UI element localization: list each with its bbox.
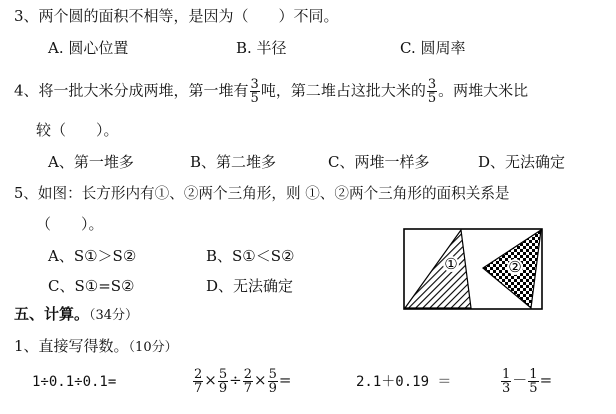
e4-frac-b-num: 1 — [529, 366, 538, 382]
section-5-title: 五、计算。 — [14, 305, 90, 323]
e2-frac-b-num: 5 — [218, 366, 228, 382]
q4-option-a: A、第一堆多 — [48, 153, 134, 171]
e4-equals: = — [539, 371, 553, 389]
e4-frac-a-num: 1 — [502, 366, 511, 382]
q3-option-b: B. 半径 — [236, 39, 287, 57]
q4-fraction-2 — [427, 78, 437, 105]
e4-frac-a-den: 3 — [502, 380, 511, 396]
q5-option-c: C、S①=S② — [48, 277, 135, 295]
subsection-1-points: （10分） — [128, 340, 178, 355]
e2-frac-a-den: 7 — [194, 380, 203, 396]
e4-op: － — [512, 371, 528, 389]
e2-frac-b-den: 9 — [218, 380, 228, 396]
q5-option-b: B、S①＜S② — [206, 247, 295, 265]
q4-stem-part1: 4、将一批大米分成两堆，第一堆有 — [14, 81, 249, 100]
q4-frac2-numerator: 3 — [427, 77, 437, 92]
q4-option-d: D、无法确定 — [478, 153, 566, 171]
e2-frac-c-num: 2 — [243, 366, 252, 382]
e2-equals: = — [278, 371, 292, 389]
q4-stem-part3: 。两堆大米比 — [438, 81, 529, 100]
q4-frac1-denominator: 5 — [250, 91, 259, 106]
e2-frac-d-num: 5 — [268, 366, 277, 382]
q3-option-c: C. 圆周率 — [400, 39, 466, 57]
question-4-stem — [14, 78, 528, 105]
e4-frac-a — [501, 368, 511, 395]
triangle-1-label: ① — [444, 255, 458, 273]
subsection-1-title: 1、直接写得数。 — [14, 337, 129, 355]
calc-expression-1: 1÷0.1÷0.1= — [32, 374, 117, 390]
e4-frac-b — [528, 368, 538, 395]
q4-fraction-1 — [250, 78, 260, 105]
e2-frac-b — [218, 368, 228, 395]
e4-frac-b-den: 5 — [529, 380, 538, 396]
triangle-2-label: ② — [508, 258, 522, 276]
question-5-stem: 5、如图：长方形内有①、②两个三角形，则 ①、②两个三角形的面积关系是 — [14, 185, 510, 202]
q4-option-b: B、第二堆多 — [190, 153, 277, 171]
rectangle-triangles-figure — [403, 228, 543, 310]
section-5-points: （34分） — [89, 308, 139, 323]
e2-frac-c — [243, 368, 253, 395]
calc-expression-4 — [500, 366, 552, 395]
section-5-heading — [14, 304, 138, 326]
question-3-stem: 3、两个圆的面积不相等，是因为（ ）不同。 — [14, 7, 339, 25]
subsection-1-heading — [14, 336, 178, 358]
e2-op2: ÷ — [229, 371, 242, 389]
q4-stem-line2: 较（ ）。 — [36, 121, 119, 139]
e2-op3: × — [254, 371, 267, 389]
q5-option-d: D、无法确定 — [206, 277, 294, 295]
q4-option-c: C、两堆一样多 — [328, 153, 430, 171]
q5-option-a: A、S①＞S② — [48, 247, 137, 265]
q4-frac2-denominator: 5 — [427, 91, 437, 106]
q4-stem-part2: 吨，第二堆占这批大米的 — [260, 81, 426, 100]
e2-frac-c-den: 7 — [243, 380, 252, 396]
e2-frac-a — [193, 368, 203, 395]
q3-option-a: A. 圆心位置 — [48, 39, 129, 57]
e2-op1: × — [204, 371, 217, 389]
calc-expression-3: 2.1＋0.19 ＝ — [356, 374, 452, 390]
q4-frac1-numerator: 3 — [250, 77, 259, 92]
e2-frac-d-den: 9 — [268, 380, 277, 396]
q5-stem-line2: （ ）。 — [36, 215, 104, 233]
calc-expression-2 — [192, 366, 291, 395]
e2-frac-a-num: 2 — [194, 366, 203, 382]
e2-frac-d — [268, 368, 278, 395]
